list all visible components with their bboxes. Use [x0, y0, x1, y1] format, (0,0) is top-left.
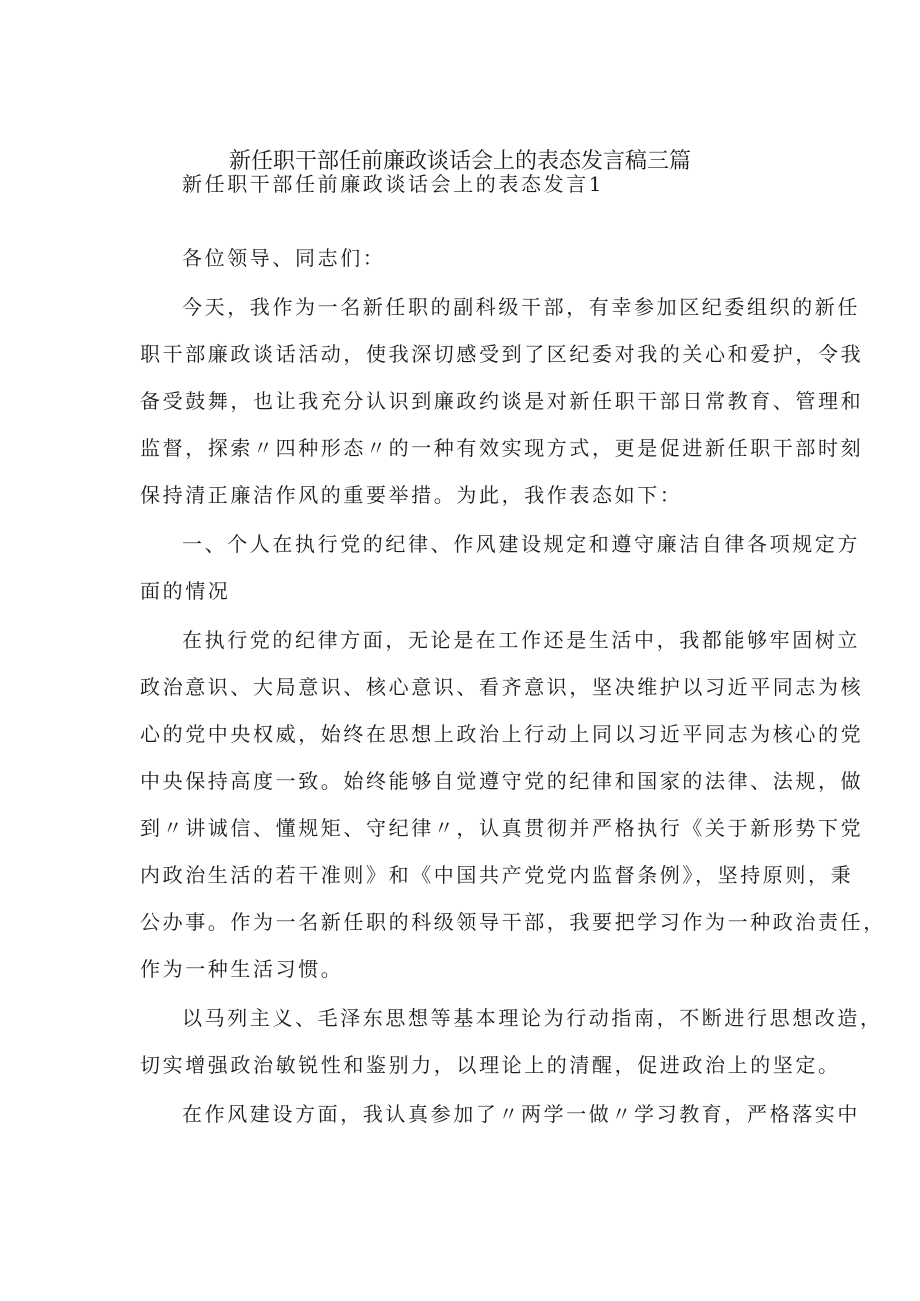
paragraph-line: 中央保持高度一致。始终能够自觉遵守党的纪律和国家的法律、法规，做 — [140, 769, 864, 793]
paragraph-line: 一、个人在执行党的纪律、作风建设规定和遵守廉洁自律各项规定方 — [182, 532, 860, 556]
paragraph-line: 今天，我作为一名新任职的副科级干部，有幸参加区纪委组织的新任 — [182, 295, 860, 319]
paragraph-line: 以马列主义、毛泽东思想等基本理论为行动指南，不断进行思想改造， — [182, 1006, 883, 1030]
document-title: 新任职干部任前廉政谈话会上的表态发言稿三篇 — [228, 149, 691, 174]
paragraph-line: 保持清正廉洁作风的重要举措。为此，我作表态如下： — [140, 483, 683, 507]
paragraph-line: 公办事。作为一名新任职的科级领导干部，我要把学习作为一种政治责任， — [140, 910, 886, 934]
paragraph-line: 切实增强政治敏锐性和鉴别力，以理论上的清醒，促进政治上的坚定。 — [140, 1053, 841, 1077]
paragraph-line: 监督，探索〃四种形态〃的一种有效实现方式，更是促进新任职干部时刻 — [140, 436, 864, 460]
paragraph-line: 作为一种生活习惯。 — [140, 957, 344, 981]
paragraph-line: 在作风建设方面，我认真参加了〃两学一做〃学习教育，严格落实中 — [182, 1102, 860, 1126]
paragraph-line: 到〃讲诚信、懂规矩、守纪律〃，认真贯彻并严格执行《关于新形势下党 — [140, 816, 864, 840]
paragraph-line: 政治意识、大局意识、核心意识、看齐意识，坚决维护以习近平同志为核 — [140, 675, 864, 699]
paragraph-line: 心的党中央权威，始终在思想上政治上行动上同以习近平同志为核心的党 — [140, 722, 864, 746]
paragraph-line: 面的情况 — [140, 579, 231, 603]
paragraph-line: 在执行党的纪律方面，无论是在工作还是生活中，我都能够牢固树立 — [182, 628, 860, 652]
paragraph-line: 各位领导、同志们： — [182, 246, 386, 270]
paragraph-line: 内政治生活的若干准则》和《中国共产党党内监督条例》，坚持原则，秉 — [140, 863, 854, 887]
paragraph-line: 备受鼓舞，也让我充分认识到廉政约谈是对新任职干部日常教育、管理和 — [140, 389, 864, 413]
paragraph-line: 新任职干部任前廉政谈话会上的表态发言1 — [182, 172, 605, 196]
paragraph-line: 职干部廉政谈话活动，使我深切感受到了区纪委对我的关心和爱护，令我 — [140, 342, 864, 366]
